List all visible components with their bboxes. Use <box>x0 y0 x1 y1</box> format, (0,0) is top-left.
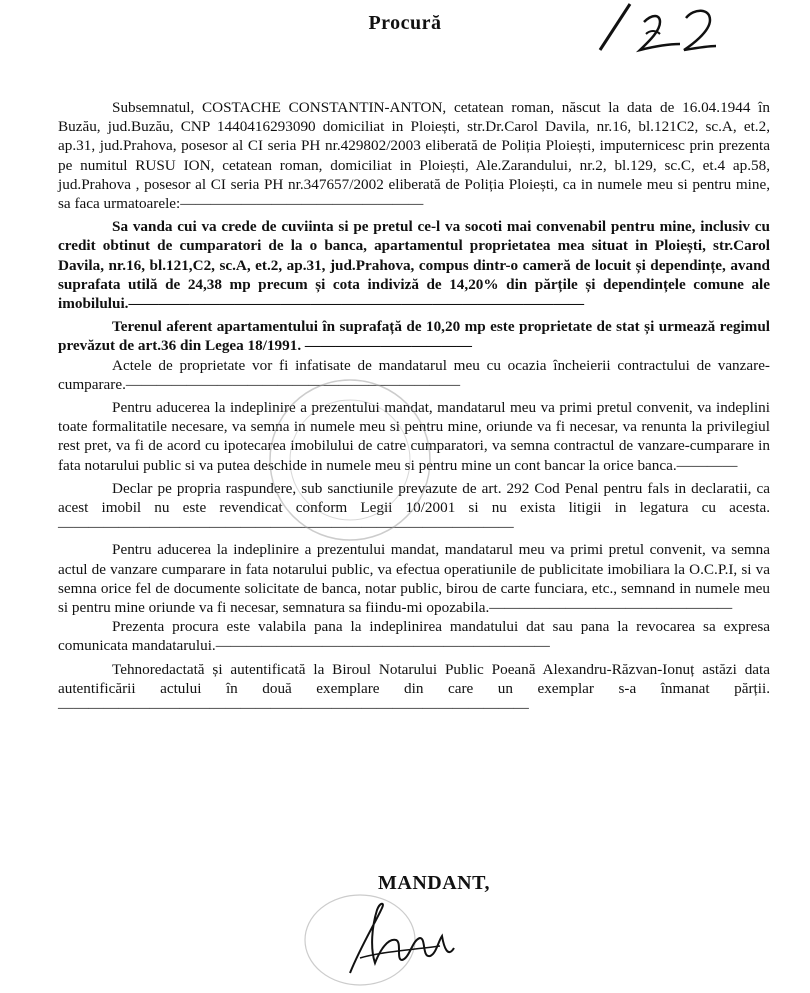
document-title: Procură <box>368 12 442 34</box>
paragraph-validity: Prezenta procura este valabila pana la indeplinirea mandatului dat sau pana la revocarea sa expresa comunicata mandatarului.—————————————————————— <box>58 618 770 655</box>
paragraph-sale-mandate: Sa vanda cui va crede de cuviinta si pe pretul ce-l va socoti mai convenabil pentru mine, inclusiv cu credit obtinut de cumparatori de la o banca, apartamentul proprietatea mea situat in Ploiești, str.Carol Davila, nr.16, bl.121,C2, sc.A, et.2, ap.31, jud.Prahova, compus dintr-o cameră de locuit și dependințe, avand suprafata utilă de 24,38 mp precum și cota indiviză de 14,20% din părțile și dependințele comune ale imobilului.—————————————————————————————— <box>58 218 770 313</box>
paragraph-property-documents: Actele de proprietate vor fi infatisate de mandatarul meu cu ocazia încheierii contractului de vanzare-cumparare.—————————————————————— <box>58 356 770 393</box>
signature-label: MANDANT, <box>378 872 490 894</box>
paragraph-land: Terenul aferent apartamentului în suprafață de 10,20 mp este proprietate de stat și urmează regimul prevăzut de art.36 din Legea 18/1991. ——————————— <box>58 318 770 355</box>
mandator-signature <box>330 888 470 988</box>
paragraph-formalities: Pentru aducerea la indeplinire a prezentului mandat, mandatarul meu va primi pretul convenit, va indeplini toate formalitatile necesare, va semna in numele meu si pentru mine, oriunde va fi necesar, va renunta la privilegiul rest pret, va fi de acord cu ipotecarea imobilului de catre cumparatori, va semna contractul de vanzare-cumparare in fata notarului public si va putea deschide in numele meu si pentru mine un cont bancar la orice banca.———— <box>58 399 770 474</box>
document-body <box>58 98 770 717</box>
handwritten-number <box>590 0 720 56</box>
paragraph-authentication: Tehnoredactată și autentificată la Biroul Notarului Public Poeană Alexandru-Răzvan-Ionuț astăzi data autentificării actului în două exemplare din care un exemplar s-a înmanat părții.——————————————————————————————— <box>58 660 770 717</box>
paragraph-execution: Pentru aducerea la indeplinire a prezentului mandat, mandatarul meu va primi pretul convenit, va semna actul de vanzare cumparare in fata notarului public, va efectua operatiunile de publicitate imobiliara la O.C.P.I, si va semna orice fel de documente solicitate de banca, notar public, birou de carte funciara, etc., semnand in numele meu si pentru mine oriunde va fi necesar, semnatura sa fiindu-mi opozabila.———————————————— <box>58 541 770 617</box>
paragraph-declaration: Declar pe propria raspundere, sub sanctiunile prevazute de art. 292 Cod Penal pentru fals in declaratii, ca acest imobil nu este revendicat conform Legii 10/2001 si nu exista litigii in legatura cu acesta.—————————————————————————————— <box>58 479 770 536</box>
paragraph-mandator: Subsemnatul, COSTACHE CONSTANTIN-ANTON, cetatean roman, născut la data de 16.04.1944 în Buzău, jud.Buzău, CNP 1440416293090 domiciliat in Ploiești, str.Dr.Carol Davila, nr.16, bl.121C2, sc.A, et.2, ap.31, jud.Prahova, posesor al CI seria PH nr.429802/2003 eliberată de Poliția Ploiești, imputernicesc prin prezenta pe numitul RUSU ION, cetatean roman, domiciliat in Ploiești, Ale.Zarandului, nr.2, bl.129, sc.C, et.4 ap.58, jud.Prahova , posesor al CI seria PH nr.347657/2002 eliberată de Poliția Ploiești, ca in numele meu si pentru mine, sa faca urmatoarele:———————————————— <box>58 99 770 213</box>
